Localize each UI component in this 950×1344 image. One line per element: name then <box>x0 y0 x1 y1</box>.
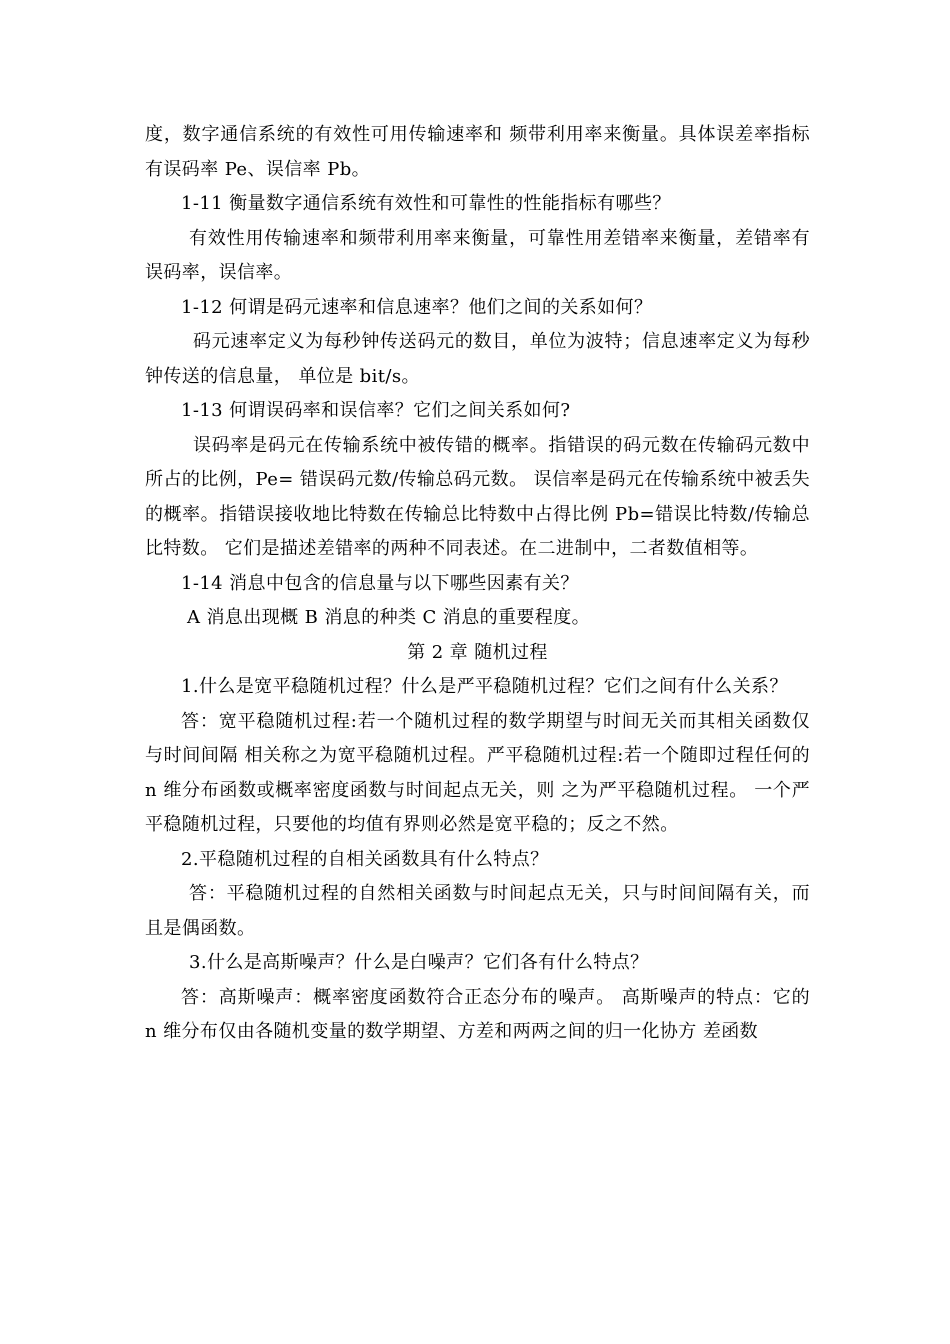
chapter-2-heading: 第 2 章 随机过程 <box>407 641 548 663</box>
answer-2-1: 答：宽平稳随机过程:若一个随机过程的数学期望与时间无关而其相关函数仅与时间间隔 相关称之为宽平稳随机过程。严平稳随机过程:若一个随即过程任何的 n 维分布函数或概率密度函数与时间起点无关，则 之为严平稳随机过程。 一个严平稳随机过程，只要他的均值有界则必然是宽平稳的；反之不然。 <box>145 710 810 835</box>
paragraph-continuation: 度，数字通信系统的有效性可用传输速率和 频带利用率来衡量。具体误差率指标有误码率 Pe、误信率 Pb。 <box>145 124 810 180</box>
document-body <box>145 118 810 1050</box>
question-1-12: 1-12 何谓是码元速率和信息速率？他们之间的关系如何？ <box>181 296 653 318</box>
answer-1-14: A 消息出现概 B 消息的种类 C 消息的重要程度。 <box>187 607 591 628</box>
question-2-1: 1.什么是宽平稳随机过程？什么是严平稳随机过程？它们之间有什么关系？ <box>181 676 788 697</box>
question-2-3: 3.什么是高斯噪声？什么是白噪声？它们各有什么特点？ <box>189 952 649 973</box>
question-1-13: 1-13 何谓误码率和误信率？它们之间关系如何? <box>181 400 571 421</box>
question-1-11: 1-11 衡量数字通信系统有效性和可靠性的性能指标有哪些？ <box>181 193 671 214</box>
answer-1-11: 有效性用传输速率和频带利用率来衡量，可靠性用差错率来衡量，差错率有误码率，误信率。 <box>145 227 810 283</box>
question-2-2: 2.平稳随机过程的自相关函数具有什么特点？ <box>181 848 549 870</box>
answer-2-3: 答：高斯噪声：概率密度函数符合正态分布的噪声。 高斯噪声的特点：它的 n 维分布仅由各随机变量的数学期望、方差和两两之间的归一化协方 差函数 <box>145 986 810 1042</box>
question-1-14: 1-14 消息中包含的信息量与以下哪些因素有关？ <box>181 572 579 594</box>
answer-2-2: 答：平稳随机过程的自然相关函数与时间起点无关，只与时间间隔有关，而且是偶函数。 <box>145 883 810 939</box>
answer-1-12: 码元速率定义为每秒钟传送码元的数目，单位为波特；信息速率定义为每秒钟传送的信息量， 单位是 bit/s。 <box>145 331 810 387</box>
answer-1-13: 误码率是码元在传输系统中被传错的概率。指错误的码元数在传输码元数中所占的比例，Pe= 错误码元数/传输总码元数。 误信率是码元在传输系统中被丢失的概率。指错误接收地比特数在传输总比特数中占得比例 Pb=错误比特数/传输总比特数。 它们是描述差错率的两种不同表述。在二进制中，二者数值相等。 <box>145 434 810 559</box>
